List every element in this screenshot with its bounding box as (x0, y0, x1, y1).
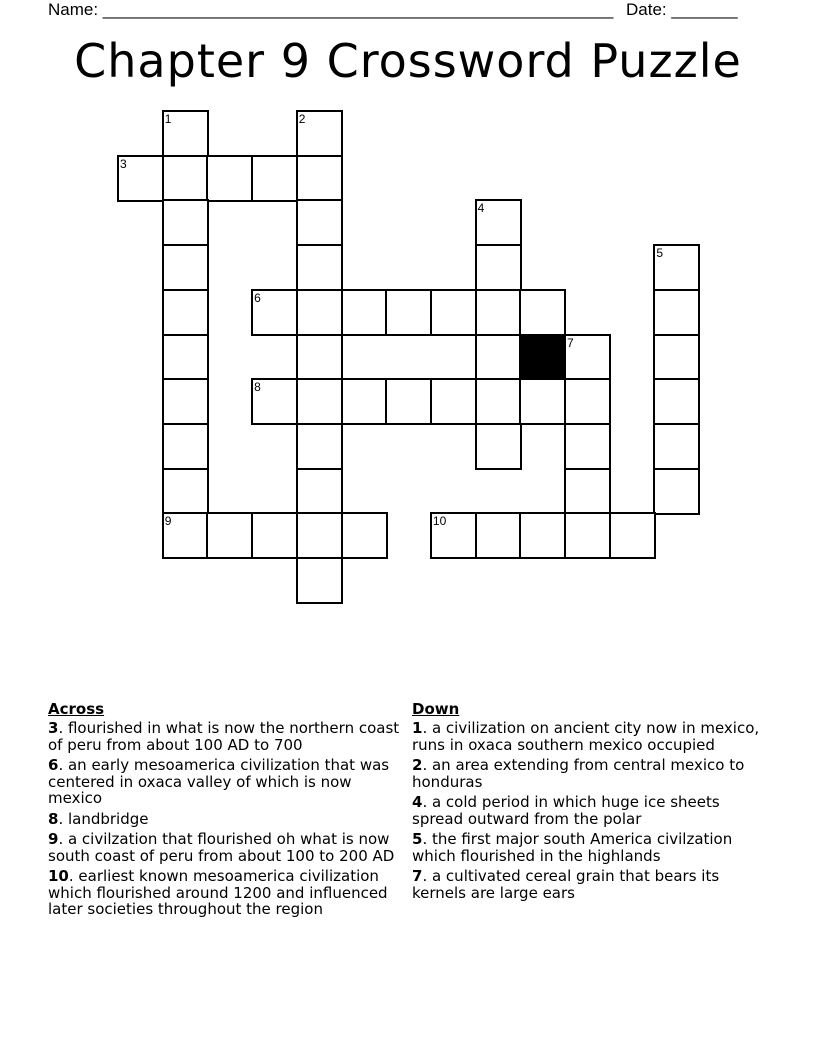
clue-item (48, 831, 408, 864)
grid-cell[interactable] (296, 378, 343, 425)
across-clue-list (48, 720, 408, 918)
page-title: Chapter 9 Crossword Puzzle (74, 34, 742, 88)
clue-text: . landbridge (58, 809, 149, 828)
clue-number: 9 (164, 514, 172, 529)
grid-cell[interactable] (162, 468, 209, 515)
grid-cell[interactable] (653, 244, 700, 291)
grid-cell[interactable] (341, 289, 388, 336)
grid-cell[interactable] (653, 334, 700, 381)
clue-item (48, 720, 408, 753)
grid-cell[interactable] (430, 378, 477, 425)
clue-item (412, 831, 772, 864)
grid-cell[interactable] (117, 155, 164, 202)
grid-cell[interactable] (564, 423, 611, 470)
clue-item (412, 720, 772, 753)
clue-item (412, 868, 772, 901)
clue-text: . a cultivated cereal grain that bears its kernels are large ears (412, 867, 720, 902)
clue-item (412, 794, 772, 827)
grid-cell[interactable] (430, 289, 477, 336)
grid-cell[interactable] (564, 334, 611, 381)
clue-number: 3 (48, 719, 59, 737)
grid-cell[interactable] (341, 512, 388, 559)
grid-cell[interactable] (296, 244, 343, 291)
clue-number: 5 (656, 246, 664, 261)
clue-number: 9 (48, 830, 59, 848)
clue-number: 4 (412, 793, 423, 811)
clue-number: 6 (48, 756, 59, 774)
grid-cell[interactable] (296, 468, 343, 515)
grid-cell[interactable] (296, 199, 343, 246)
grid-cell[interactable] (296, 512, 343, 559)
clue-item (48, 811, 408, 828)
grid-cell[interactable] (296, 155, 343, 202)
grid-cell[interactable] (296, 334, 343, 381)
clue-number: 4 (477, 201, 485, 216)
name-field[interactable]: Name: ______________________________________________________ (48, 0, 614, 19)
clue-number: 6 (254, 290, 261, 305)
grid-cell[interactable] (519, 378, 566, 425)
clue-number: 7 (567, 335, 574, 350)
grid-cell[interactable] (609, 512, 656, 559)
grid-cell[interactable] (519, 289, 566, 336)
grid-cell[interactable] (206, 155, 253, 202)
clue-text: . an early mesoamerica civilization that was centered in oxaca valley of which is now mexico (48, 756, 390, 807)
grid-cell[interactable] (519, 512, 566, 559)
grid-cell[interactable] (251, 378, 298, 425)
grid-cell[interactable] (475, 423, 522, 470)
grid-cell[interactable] (653, 468, 700, 515)
across-heading: Across (48, 700, 105, 718)
across-clues (48, 700, 408, 922)
grid-cell[interactable] (564, 512, 611, 559)
clue-text: . a civilization on ancient city now in mexico, runs in oxaca southern mexico occupied (412, 719, 760, 754)
grid-cell[interactable] (162, 512, 209, 559)
date-field[interactable]: Date: _______ (626, 0, 738, 19)
clue-number: 10 (432, 514, 447, 529)
clue-text: . the first major south America civilzation which flourished in the highlands (412, 830, 733, 865)
grid-cell[interactable] (296, 289, 343, 336)
grid-cell[interactable] (162, 289, 209, 336)
clue-number: 1 (412, 719, 423, 737)
grid-cell[interactable] (475, 199, 522, 246)
grid-cell[interactable] (653, 289, 700, 336)
clue-text: . flourished in what is now the northern coast of peru from about 100 AD to 700 (48, 719, 400, 754)
grid-cell[interactable] (653, 378, 700, 425)
grid-cell[interactable] (475, 244, 522, 291)
clue-text: . a cold period in which huge ice sheets spread outward from the polar (412, 793, 720, 828)
clue-item (412, 757, 772, 790)
grid-cell[interactable] (430, 512, 477, 559)
grid-cell[interactable] (385, 378, 432, 425)
clue-number: 8 (254, 380, 261, 395)
grid-cell[interactable] (251, 512, 298, 559)
grid-cell[interactable] (296, 557, 343, 604)
grid-cell[interactable] (162, 334, 209, 381)
grid-cell[interactable] (162, 378, 209, 425)
clue-item (48, 868, 408, 918)
clue-number: 3 (120, 156, 127, 171)
grid-cell[interactable] (475, 289, 522, 336)
clue-number: 10 (48, 867, 69, 885)
down-clues (412, 700, 772, 905)
grid-cell[interactable] (341, 378, 388, 425)
grid-cell[interactable] (162, 155, 209, 202)
grid-cell[interactable] (162, 423, 209, 470)
grid-cell[interactable] (251, 289, 298, 336)
clue-text: . an area extending from central mexico to honduras (412, 756, 745, 791)
grid-cell[interactable] (296, 110, 343, 157)
grid-cell[interactable] (564, 378, 611, 425)
grid-cell[interactable] (475, 512, 522, 559)
grid-block-cell (519, 334, 566, 381)
clue-number: 2 (412, 756, 423, 774)
clue-text: . earliest known mesoamerica civilization which flourished around 1200 and influenced later societies throughout the region (48, 867, 388, 918)
grid-cell[interactable] (251, 155, 298, 202)
clue-number: 5 (412, 830, 423, 848)
grid-cell[interactable] (162, 199, 209, 246)
grid-cell[interactable] (564, 468, 611, 515)
clue-text: . a civilzation that flourished oh what is now south coast of peru from about 100 to 200 AD (48, 830, 395, 865)
grid-cell[interactable] (475, 378, 522, 425)
grid-cell[interactable] (385, 289, 432, 336)
grid-cell[interactable] (653, 423, 700, 470)
down-heading: Down (412, 700, 460, 718)
clue-item (48, 757, 408, 807)
clue-number: 2 (298, 112, 306, 126)
grid-cell[interactable] (296, 423, 343, 470)
grid-cell[interactable] (475, 334, 522, 381)
grid-cell[interactable] (162, 244, 209, 291)
clue-number: 8 (48, 809, 59, 828)
grid-cell[interactable] (162, 110, 209, 157)
grid-cell[interactable] (206, 512, 253, 559)
down-clue-list (412, 720, 772, 901)
clue-number: 7 (412, 867, 423, 885)
clue-number: 1 (164, 112, 172, 126)
